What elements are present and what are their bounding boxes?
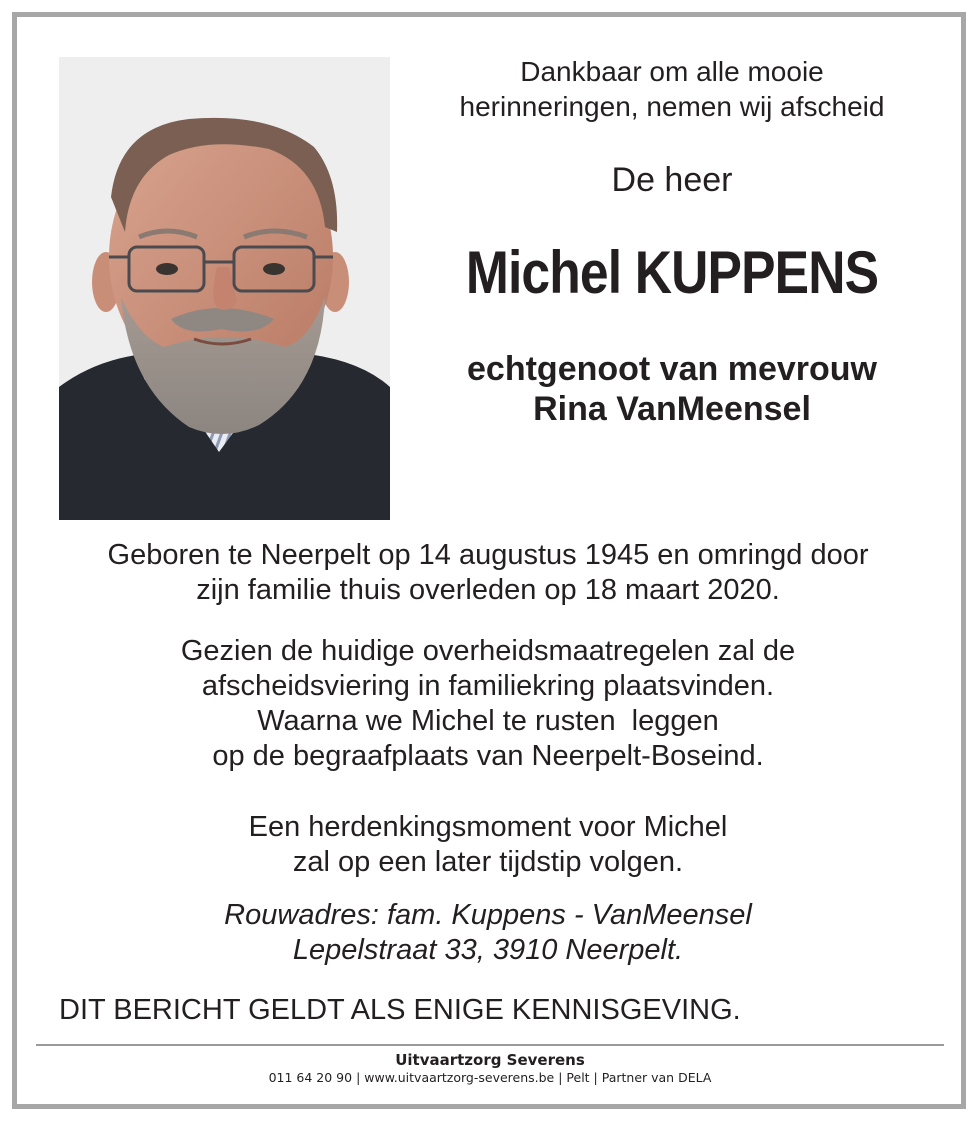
born-line-2: zijn familie thuis overleden op 18 maart 2020. [196, 574, 780, 606]
ceremony-line-3: Waarna we Michel te rusten leggen [257, 705, 719, 737]
intro-line-2: herinneringen, nemen wij afscheid [459, 91, 885, 122]
portrait-illustration [59, 57, 390, 520]
intro-text [420, 54, 924, 124]
ceremony-text [30, 634, 946, 774]
memorial-line-1: Een herdenkingsmoment voor Michel [248, 811, 728, 843]
honorific: De heer [611, 161, 733, 199]
ceremony-line-1: Gezien de huidige overheidsmaatregelen zal de [180, 635, 796, 667]
intro-line-1: Dankbaar om alle mooie [520, 56, 824, 87]
memorial-line-2: zal op een later tijdstip volgen. [292, 846, 684, 878]
spouse-info [420, 349, 924, 429]
portrait-photo [59, 57, 390, 520]
funeral-company-name: Uitvaartzorg Severens [395, 1051, 585, 1069]
address-line-2: Lepelstraat 33, 3910 Neerpelt. [292, 934, 684, 966]
birth-death-text [30, 538, 946, 608]
spouse-line-2: Rina VanMeensel [533, 390, 811, 428]
funeral-company-contact: 011 64 20 90 | www.uitvaartzorg-severens.be | Pelt | Partner van DELA [268, 1070, 712, 1085]
address-line-1: Rouwadres: fam. Kuppens - VanMeensel [224, 899, 752, 931]
deceased-name: Michel KUPPENS [465, 239, 879, 306]
born-line-1: Geboren te Neerpelt op 14 augustus 1945 en omringd door [107, 539, 869, 571]
ceremony-line-4: op de begraafplaats van Neerpelt-Boseind. [212, 740, 764, 772]
mourning-address [30, 898, 946, 968]
ceremony-line-2: afscheidsviering in familiekring plaatsvinden. [201, 670, 775, 702]
notice-text: DIT BERICHT GELDT ALS ENIGE KENNISGEVING. [59, 994, 741, 1026]
memorial-text [30, 810, 946, 880]
footer-divider [36, 1044, 944, 1046]
spouse-line-1: echtgenoot van mevrouw [467, 350, 877, 388]
